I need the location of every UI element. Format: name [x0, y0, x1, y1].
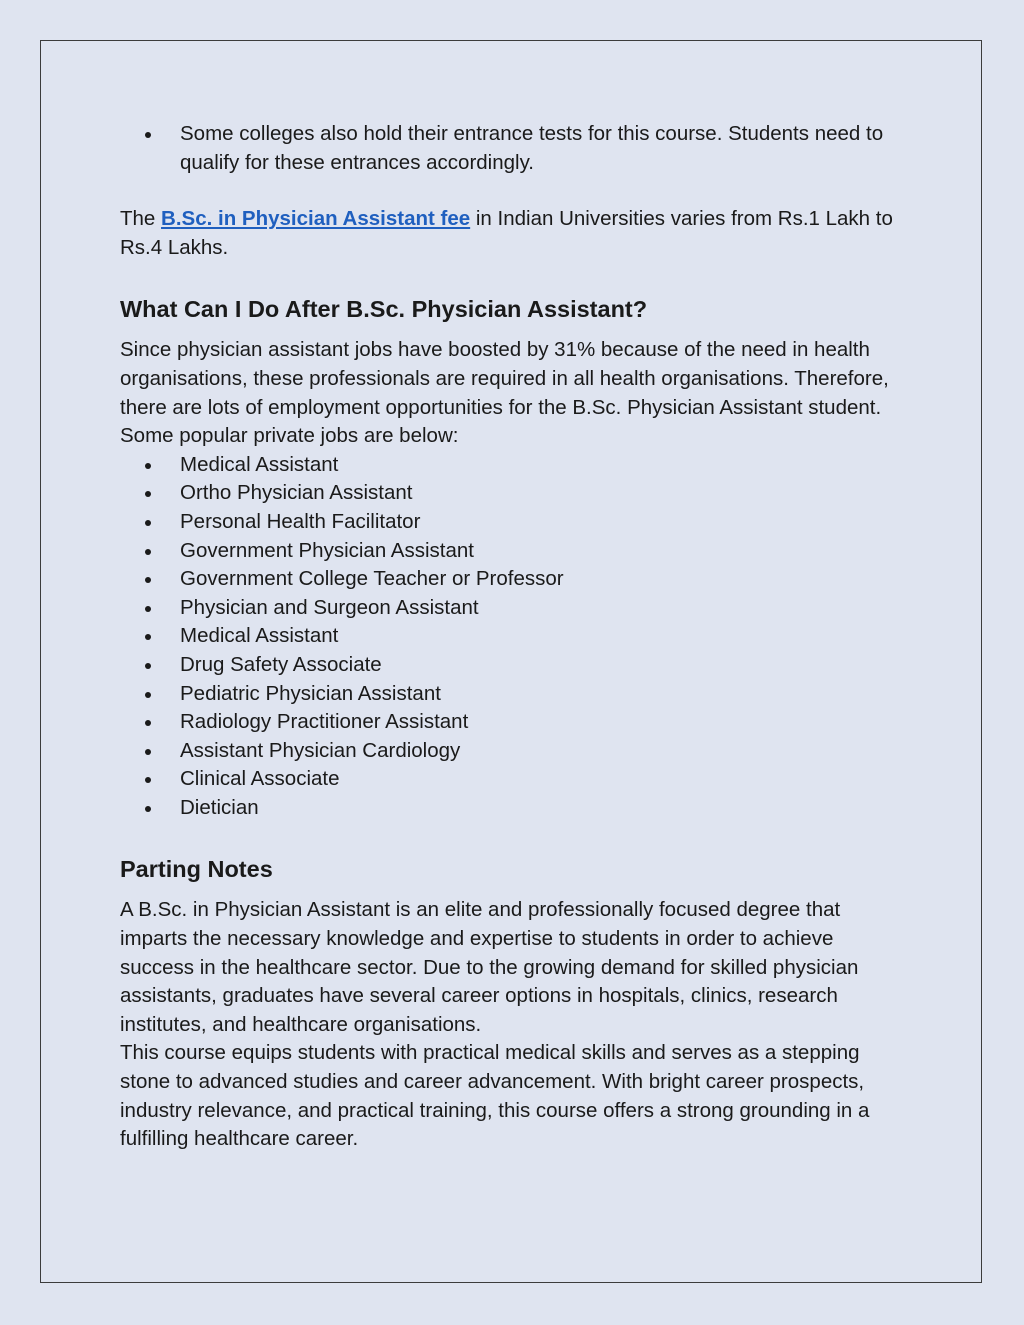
list-item: Ortho Physician Assistant [120, 479, 910, 508]
intro-bullet-list [120, 120, 910, 177]
fee-suffix: in Indian Universities varies from Rs.1 Lakh to Rs.4 Lakhs. [120, 207, 893, 259]
list-item: Government College Teacher or Professor [120, 565, 910, 594]
document-content [120, 120, 910, 1154]
list-item: Clinical Associate [120, 765, 910, 794]
fee-prefix: The [120, 207, 162, 231]
list-item: Physician and Surgeon Assistant [120, 594, 910, 623]
notes-paragraph-2: This course equips students with practical medical skills and serves as a stepping stone to advanced studies and career advancement. With bright career prospects, industry relevance, and practical training, this course offers a strong grounding in a fulfilling healthcare career. [120, 1041, 870, 1151]
notes-paragraph-1: A B.Sc. in Physician Assistant is an elite and professionally focused degree that imparts the necessary knowledge and expertise to students in order to achieve success in the healthcare sector. Due to the growing demand for skilled physician assistants, graduates have several career options in hospitals, clinics, research institutes, and healthcare organisations. [120, 898, 859, 1036]
fee-link[interactable]: B.Sc. in Physician Assistant fee [161, 207, 471, 231]
after-heading: What Can I Do After B.Sc. Physician Assistant? [120, 296, 648, 323]
list-item: Drug Safety Associate [120, 651, 910, 680]
list-item: Assistant Physician Cardiology [120, 737, 910, 766]
list-item: Personal Health Facilitator [120, 508, 910, 537]
list-item: Dietician [120, 794, 910, 823]
list-item: Pediatric Physician Assistant [120, 680, 910, 709]
list-item: Government Physician Assistant [120, 537, 910, 566]
list-item: Medical Assistant [120, 451, 910, 480]
list-item: Medical Assistant [120, 622, 910, 651]
jobs-list [120, 451, 910, 823]
list-item: Some colleges also hold their entrance tests for this course. Students need to qualify for these entrances accordingly. [120, 120, 910, 177]
list-item: Radiology Practitioner Assistant [120, 708, 910, 737]
after-paragraph: Since physician assistant jobs have boosted by 31% because of the need in health organisations, these professionals are required in all health organisations. Therefore, there are lots of employment opportunities for the B.Sc. Physician Assistant student. Some popular private jobs are below: [120, 338, 889, 448]
fee-paragraph [120, 205, 910, 262]
notes-heading: Parting Notes [120, 856, 273, 883]
